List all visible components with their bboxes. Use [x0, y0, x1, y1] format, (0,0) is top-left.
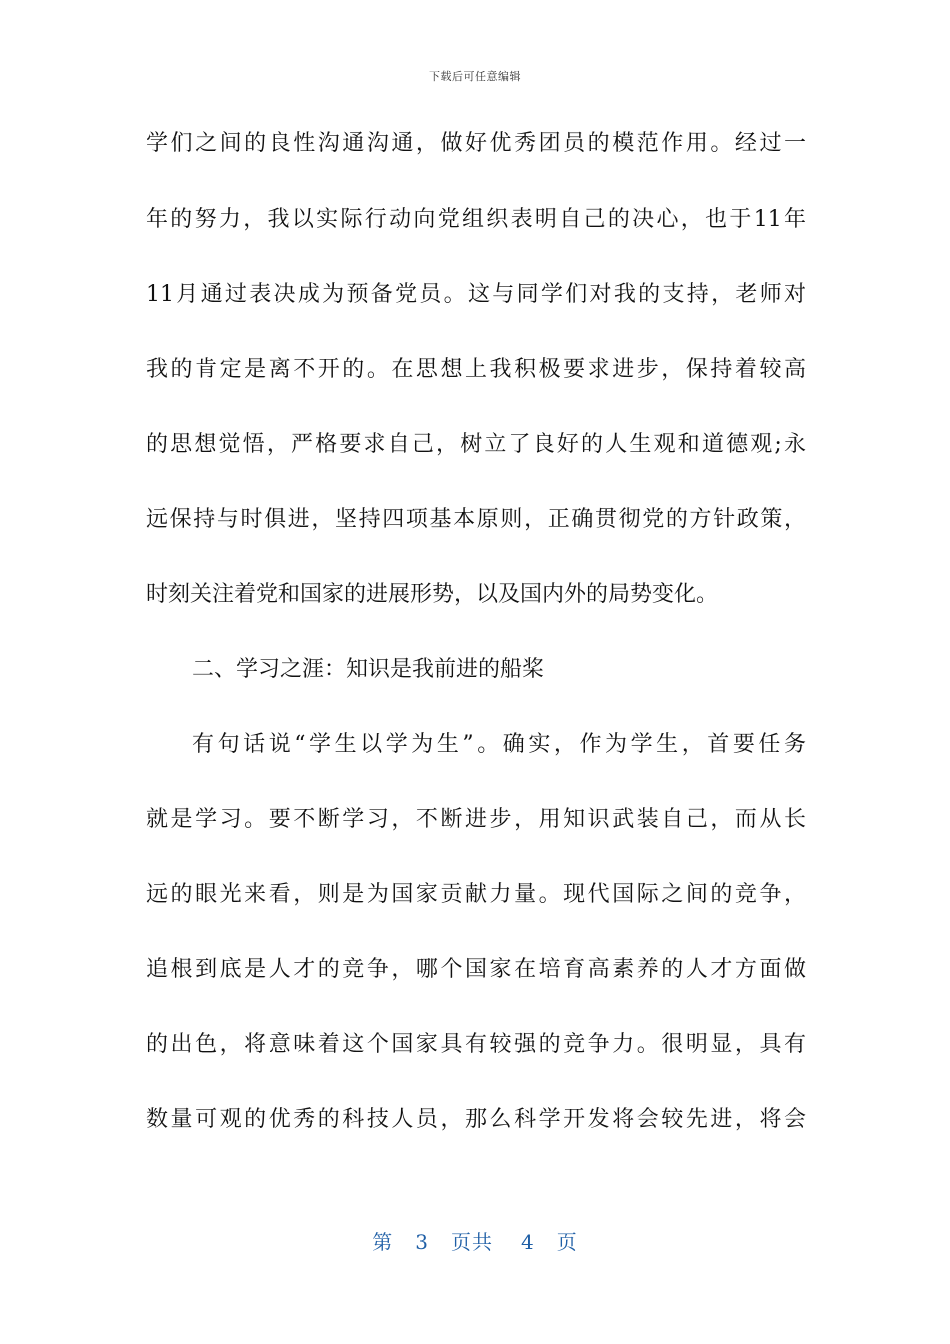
body-line-4: 我的肯定是离不开的。在思想上我积极要求进步，保持着较高 — [146, 357, 806, 382]
body-line-3: 11月通过表决成为预备党员。这与同学们对我的支持，老师对 — [146, 282, 806, 307]
body-line-9: 有句话说“学生以学为生”。确实，作为学生，首要任务 — [192, 732, 806, 757]
header-note: 下载后可任意编辑 — [429, 70, 521, 83]
body-line-11: 远的眼光来看，则是为国家贡献力量。现代国际之间的竞争， — [146, 882, 806, 907]
current-page-number: 3 — [415, 1230, 429, 1254]
body-line-7: 时刻关注着党和国家的进展形势，以及国内外的局势变化。 — [146, 582, 719, 607]
footer-prefix: 第 — [372, 1230, 394, 1254]
body-line-5: 的思想觉悟，严格要求自己，树立了良好的人生观和道德观;永 — [146, 432, 806, 457]
section-heading: 二、学习之涯：知识是我前进的船桨 — [192, 657, 545, 682]
footer-middle: 页共 — [451, 1230, 493, 1254]
body-line-10: 就是学习。要不断学习，不断进步，用知识武装自己，而从长 — [146, 807, 806, 832]
body-line-1: 学们之间的良性沟通沟通，做好优秀团员的模范作用。经过一 — [146, 131, 806, 156]
footer-suffix: 页 — [556, 1230, 578, 1254]
body-line-6: 远保持与时俱进，坚持四项基本原则，正确贯彻党的方针政策， — [146, 507, 806, 532]
body-line-13: 的出色，将意味着这个国家具有较强的竞争力。很明显，具有 — [146, 1032, 806, 1057]
total-pages-number: 4 — [521, 1230, 535, 1254]
body-line-2: 年的努力，我以实际行动向党组织表明自己的决心，也于11年 — [146, 207, 806, 232]
body-line-14: 数量可观的优秀的科技人员，那么科学开发将会较先进，将会 — [146, 1107, 806, 1132]
page-number-footer — [0, 1226, 950, 1255]
body-line-12: 追根到底是人才的竞争，哪个国家在培育高素养的人才方面做 — [146, 957, 806, 982]
